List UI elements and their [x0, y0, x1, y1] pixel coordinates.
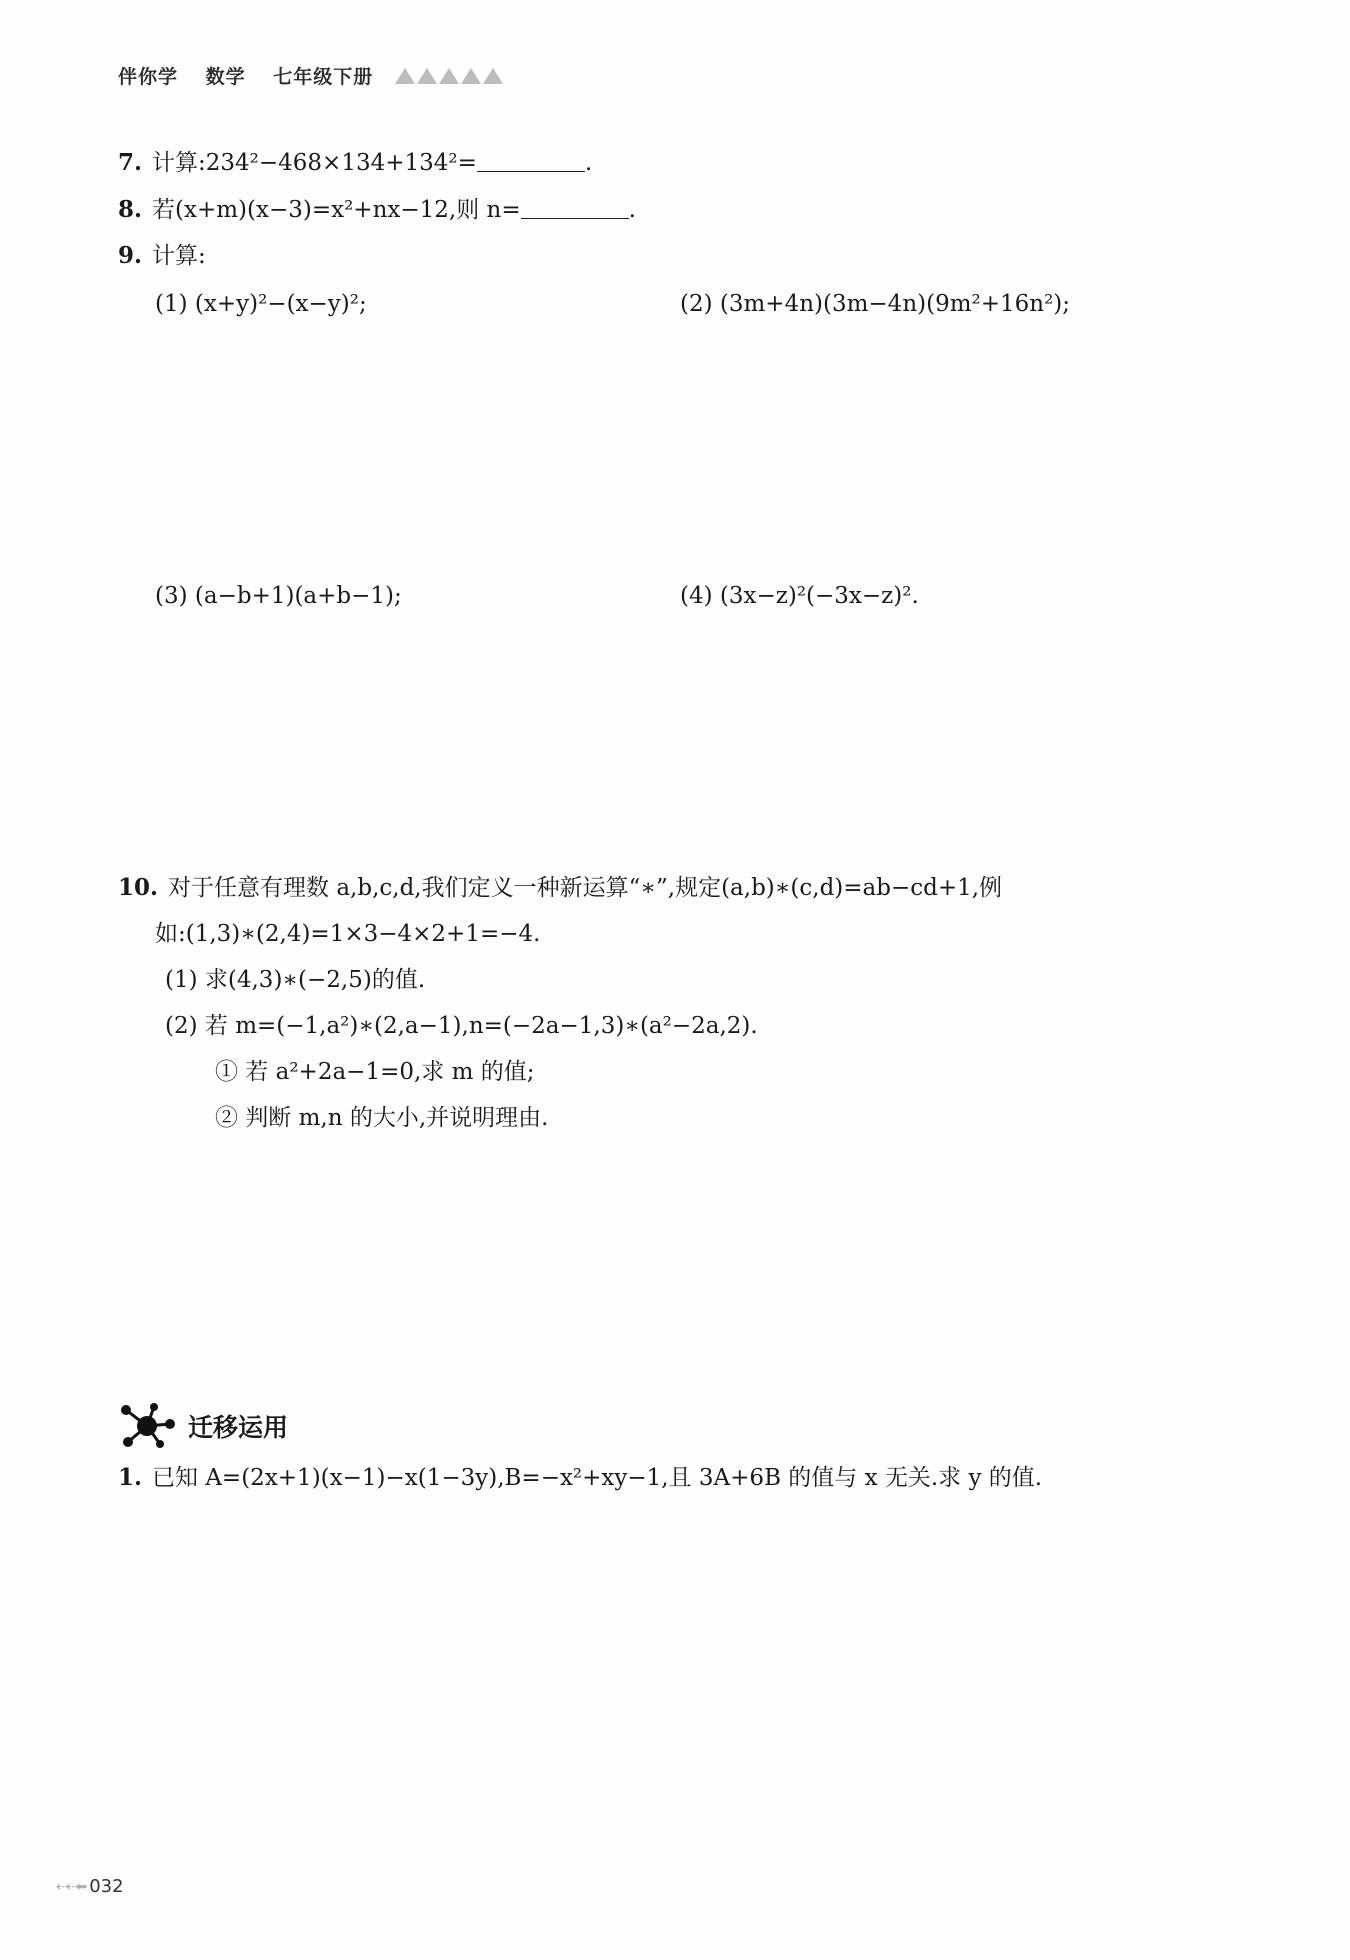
question-text-line-1: 对于任意有理数 a,b,c,d,我们定义一种新运算“∗”,规定(a,b)∗(c,d)=ab−cd+1,例	[168, 875, 1003, 901]
question-7: 7. 计算:234²−468×134+134²= .	[118, 149, 593, 176]
question-10-sub-1: ① 若 a²+2a−1=0,求 m 的值;	[215, 1059, 535, 1085]
question-text: 已知 A=(2x+1)(x−1)−x(1−3y),B=−x²+xy−1,且 3A+6B 的值与 x 无关.求 y 的值.	[152, 1465, 1043, 1491]
question-10-sub-2: ② 判断 m,n 的大小,并说明理由.	[215, 1105, 549, 1131]
question-10-part-2: (2) 若 m=(−1,a²)∗(2,a−1),n=(−2a−1,3)∗(a²−2a,2).	[165, 1013, 758, 1039]
page-footer	[56, 1876, 124, 1897]
question-number: 9.	[118, 242, 143, 269]
series-name: 伴你学	[118, 66, 179, 88]
question-10-line-2: 如:(1,3)∗(2,4)=1×3−4×2+1=−4.	[155, 921, 541, 947]
transfer-question-1	[118, 1462, 1042, 1494]
question-10-part-1: (1) 求(4,3)∗(−2,5)的值.	[165, 967, 426, 993]
answer-blank[interactable]	[477, 149, 585, 172]
subject-name: 数学	[205, 66, 246, 88]
grade-name: 七年级下册	[273, 66, 374, 88]
question-number: 8.	[118, 196, 143, 223]
question-prefix: 计算:	[152, 150, 206, 176]
question-9-part-3: (3) (a−b+1)(a+b−1);	[155, 583, 402, 609]
section-heading	[118, 1402, 288, 1450]
question-number: 10.	[118, 874, 159, 901]
page-header	[118, 62, 525, 89]
question-9	[118, 240, 206, 272]
question-9-part-1: (1) (x+y)²−(x−y)²;	[155, 291, 367, 317]
triangle-decoration-icon	[395, 66, 505, 88]
question-number: 7.	[118, 149, 143, 176]
question-number: 1.	[118, 1464, 143, 1491]
question-9-part-2: (2) (3m+4n)(3m−4n)(9m²+16n²);	[680, 291, 1071, 317]
page-number: 032	[89, 1876, 124, 1897]
question-prompt: 计算:	[152, 243, 206, 269]
molecule-icon	[118, 1402, 176, 1450]
answer-blank[interactable]	[521, 196, 629, 219]
section-title: 迁移运用	[188, 1413, 289, 1442]
question-8: 8. 若(x+m)(x−3)=x²+nx−12,则 n= .	[118, 196, 636, 223]
question-text: 若(x+m)(x−3)=x²+nx−12,则 n=	[152, 197, 521, 223]
question-10	[118, 872, 1002, 904]
question-expression: 234²−468×134+134²=	[205, 150, 477, 176]
question-9-part-4: (4) (3x−z)²(−3x−z)².	[680, 583, 919, 609]
arrow-decoration-icon: ⇠⇠⬅	[56, 1878, 86, 1895]
